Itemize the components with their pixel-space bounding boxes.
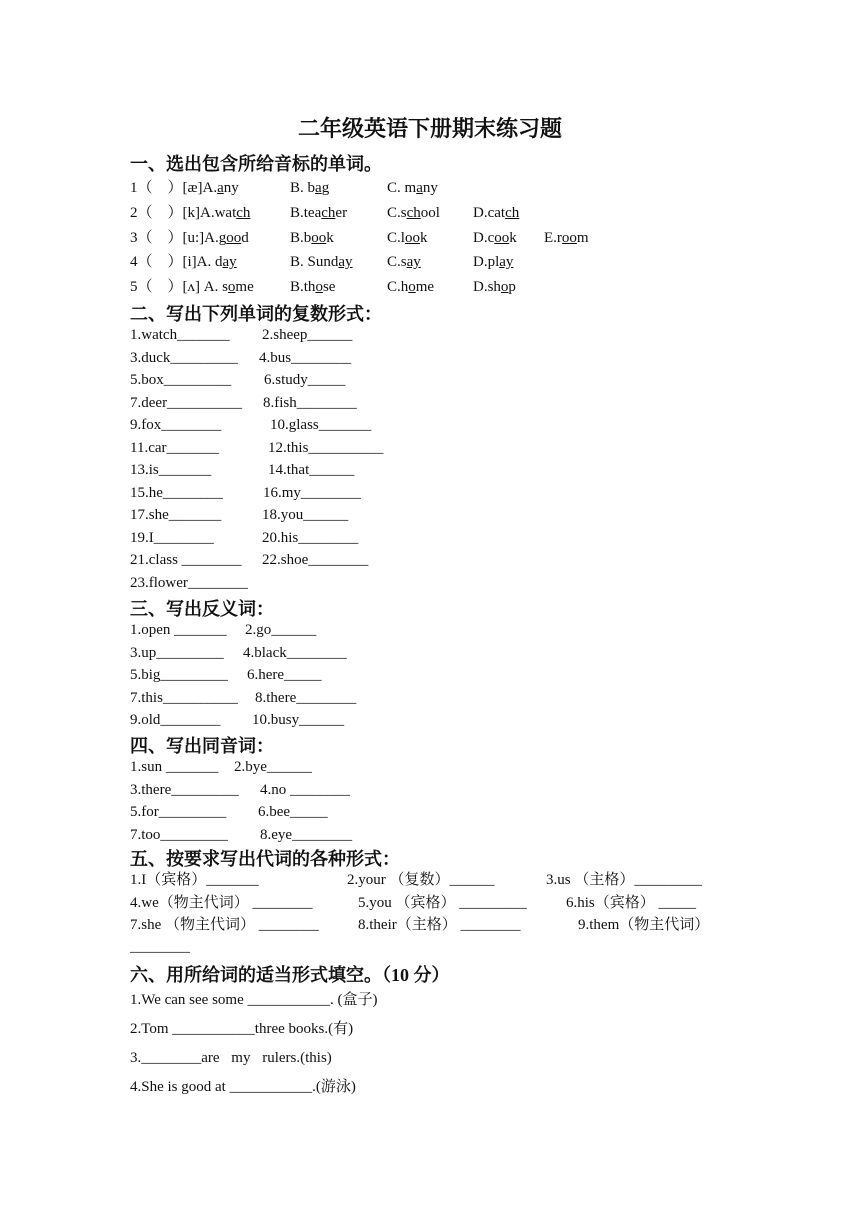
section-5-tail-blank: ________ [130,939,190,955]
option-text: B.tea [290,205,322,221]
question-stem-option-a [130,277,254,297]
page-title: 二年级英语下册期末练习题 [297,116,562,141]
answer-option [387,228,427,248]
option-text: p [508,279,516,295]
exercise-item: 1.sun _______ [130,759,219,775]
section-4-heading: 四、写出同音词： [130,736,274,756]
pronoun-item: 6.his（宾格） _____ [566,895,697,911]
option-text: C.s [387,205,407,221]
answer-option [387,277,434,297]
option-text: me [415,279,435,295]
pronoun-item: 7.she （物主代词） ________ [130,917,319,933]
phonetic-underline: oo [561,230,577,246]
option-text: C.h [387,279,409,295]
answer-option [473,277,516,297]
question-stem-option-a [130,203,250,223]
option-text: g [321,180,330,196]
phonetic-underline: oo [311,230,327,246]
option-text: 4（ ）[i]A. d [130,254,223,270]
section-5-heading: 五、按要求写出代词的各种形式： [130,849,400,869]
exercise-item: 1.watch_______ [130,327,230,343]
exercise-item: 4.no ________ [260,781,350,798]
phonetic-underline: ch [505,205,520,221]
option-text: B.b [290,230,312,246]
phonetic-underline: o [227,279,236,295]
answer-option [387,178,438,198]
exercise-item: 16.my________ [263,484,361,501]
exercise-item: 15.he________ [130,484,223,501]
exercise-item: 10.busy______ [252,712,345,728]
option-text: B. Sund [290,254,339,270]
exercise-item: 7.too_________ [130,826,228,843]
pronoun-item: 4.we（物主代词） ________ [130,895,313,911]
phonetic-underline: ch [321,205,336,221]
phonetic-underline: ay [406,254,421,270]
option-text: C. m [387,180,417,196]
phonetic-underline: ay [499,254,514,270]
exercise-item: 6.study_____ [264,372,346,388]
pronoun-item: 8.their（主格） ________ [358,917,521,933]
answer-option [387,252,421,272]
answer-option [387,203,440,223]
pronoun-item: 5.you （宾格） _________ [358,895,527,911]
exercise-item: 22.shoe________ [262,552,369,568]
option-text: D.sh [473,279,501,295]
answer-option [290,228,334,248]
exercise-item: 7.deer__________ [130,394,243,411]
option-text: k [419,230,428,246]
exercise-item: 5.box_________ [130,372,232,388]
section-6-heading: 六、用所给词的适当形式填空。（10 分） [130,965,450,985]
option-text: ny [223,180,239,196]
option-text: 2（ ）[k]A.wat [130,205,237,221]
exercise-item: 9.old________ [130,712,221,728]
phonetic-underline: oo [404,230,420,246]
option-text: er [335,205,348,221]
phonetic-underline: ch [236,205,251,221]
option-text: 3（ ）[u:]A.g [130,230,227,246]
answer-option [290,178,329,198]
option-text: ny [422,180,438,196]
option-text: se [322,279,336,295]
phonetic-underline: a [416,180,423,196]
option-text: me [235,279,254,295]
answer-option [473,203,519,223]
phonetic-underline: a [315,180,322,196]
exercise-item: 8.fish________ [263,394,357,411]
exercise-item: 11.car_______ [130,439,220,456]
section-3-heading: 三、写出反义词： [130,599,274,619]
answer-option [290,277,335,297]
exercise-item: 3.there_________ [130,781,239,798]
option-text: C.l [387,230,405,246]
exercise-item: 1.open _______ [130,622,227,638]
option-text: d [241,230,249,246]
exercise-item: 3.duck_________ [130,349,238,366]
phonetic-underline: ch [406,205,421,221]
exercise-item: 10.glass_______ [270,417,372,433]
phonetic-underline: o [500,279,509,295]
exercise-item: 2.sheep______ [262,327,353,343]
fill-blank-sentence: 4.She is good at ___________.(游泳) [130,1079,356,1095]
exercise-item: 2.bye______ [234,759,312,775]
option-text: D.c [473,230,495,246]
option-text: E.r [544,230,562,246]
question-stem-option-a [130,252,237,272]
exercise-item: 5.for_________ [130,804,227,820]
question-stem-option-a [130,178,239,198]
exercise-item: 2.go______ [245,622,317,638]
exercise-item: 13.is_______ [130,462,212,478]
exercise-item: 8.there________ [255,689,357,706]
exercise-item: 8.eye________ [260,826,353,843]
exercise-item: 12.this__________ [268,439,384,456]
exercise-item: 9.fox________ [130,417,222,433]
exercise-item: 17.she_______ [130,507,222,523]
section-2-heading: 二、写出下列单词的复数形式： [130,304,382,324]
exercise-item: 19.I________ [130,529,214,546]
phonetic-underline: o [408,279,416,295]
exercise-item: 3.up_________ [130,644,224,661]
option-text: m [576,230,589,246]
option-text: B.th [290,279,316,295]
option-text: 5（ ）[ʌ] A. s [130,279,228,295]
answer-option [290,203,347,223]
exercise-item: 14.that______ [268,462,355,478]
fill-blank-sentence: 3.________are my rulers.(this) [130,1050,332,1066]
exercise-item: 21.class ________ [130,552,242,568]
option-text: k [509,230,517,246]
exercise-item: 4.bus________ [259,349,352,366]
exercise-item: 7.this__________ [130,689,238,706]
pronoun-item: 9.them（物主代词） [578,917,710,933]
fill-blank-sentence: 1.We can see some ___________. (盒子) [130,992,378,1008]
phonetic-underline: oo [226,230,242,246]
exercise-item: 6.here_____ [247,667,322,683]
option-text: 1（ ）[æ]A. [130,180,218,196]
option-text: k [326,230,334,246]
section-1-heading: 一、选出包含所给音标的单词。 [130,154,382,174]
answer-option [290,252,353,272]
option-text: D.pl [473,254,500,270]
option-text: C.s [387,254,407,270]
answer-option [544,228,589,248]
option-text: B. b [290,180,316,196]
option-text: D.cat [473,205,506,221]
phonetic-underline: ay [222,254,237,270]
answer-option [473,228,517,248]
option-text: ool [420,205,440,221]
question-stem-option-a [130,228,249,248]
exercise-item: 23.flower________ [130,574,248,591]
exercise-item: 20.his________ [262,529,359,546]
phonetic-underline: ay [338,254,353,270]
exercise-item: 6.bee_____ [258,804,328,820]
answer-option [473,252,513,272]
exercise-item: 5.big_________ [130,667,228,683]
phonetic-underline: a [217,180,224,196]
pronoun-item: 3.us （主格）_________ [546,872,702,888]
exercise-item: 18.you______ [262,507,349,523]
fill-blank-sentence: 2.Tom ___________three books.(有) [130,1021,354,1037]
phonetic-underline: o [315,279,323,295]
exercise-item: 4.black________ [243,644,347,661]
pronoun-item: 2.your （复数）______ [347,872,495,888]
phonetic-underline: oo [494,230,510,246]
pronoun-item: 1.I（宾格）_______ [130,872,259,888]
